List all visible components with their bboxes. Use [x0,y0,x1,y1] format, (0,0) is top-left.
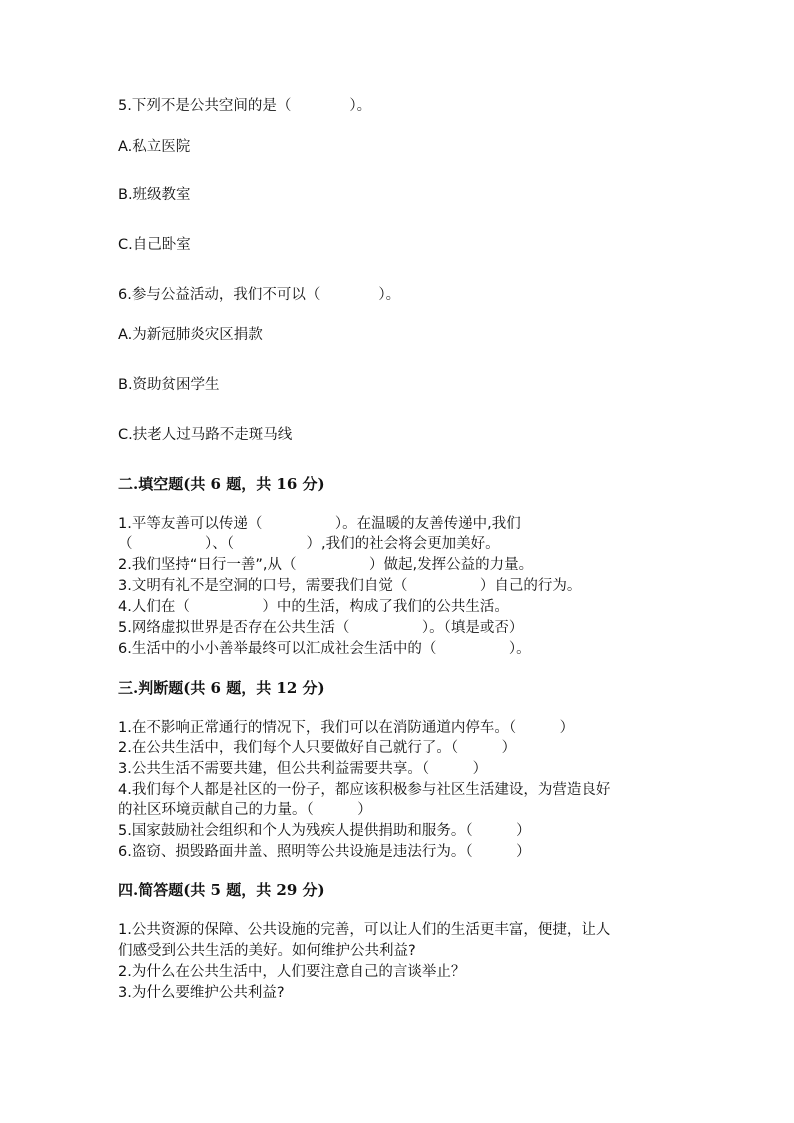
judge-question-2: 2.在公共生活中，我们每个人只要做好自己就行了。（ ） [118,740,517,756]
question-6-option-b: B.资助贫困学生 [118,377,220,393]
question-5-stem: 5.下列不是公共空间的是（ ）。 [118,98,372,114]
question-5-option-c: C.自己卧室 [118,237,191,253]
fill-question-1-line-1: 1.平等友善可以传递（ ）。在温暖的友善传递中,我们 [118,516,521,532]
short-question-2: 2.为什么在公共生活中，人们要注意自己的言谈举止？ [118,964,466,980]
judge-question-4-line-1: 4.我们每个人都是社区的一份子，都应该积极参与社区生活建设，为营造良好 [118,782,611,798]
judge-question-3: 3.公共生活不需要共建，但公共利益需要共享。（ ） [118,761,488,777]
question-5-option-a: A.私立医院 [118,139,191,155]
fill-blank-heading: 二.填空题(共 6 题，共 16 分) [118,475,325,493]
fill-question-5: 5.网络虚拟世界是否存在公共生活（ ）。（填是或否） [118,620,524,636]
judge-question-1: 1.在不影响正常通行的情况下，我们可以在消防通道内停车。（ ） [118,720,575,736]
fill-question-4: 4.人们在（ ）中的生活，构成了我们的公共生活。 [118,599,509,615]
judge-question-6: 6.盗窃、损毁路面井盖、照明等公共设施是违法行为。（ ） [118,844,531,860]
short-answer-heading: 四.简答题(共 5 题，共 29 分) [118,881,325,899]
fill-question-1-line-2: （ ）、（ ）,我们的社会将会更加美好。 [118,536,500,552]
judge-question-5: 5.国家鼓励社会组织和个人为残疾人提供捐助和服务。（ ） [118,823,531,839]
true-false-heading: 三.判断题(共 6 题，共 12 分) [118,679,325,697]
short-question-1-line-1: 1.公共资源的保障、公共设施的完善，可以让人们的生活更丰富，便捷，让人 [118,922,611,938]
fill-question-6: 6.生活中的小小善举最终可以汇成社会生活中的（ ）。 [118,641,531,657]
fill-question-3: 3.文明有礼不是空洞的口号，需要我们自觉（ ）自己的行为。 [118,578,582,594]
question-6-stem: 6.参与公益活动，我们不可以（ ）。 [118,287,401,303]
short-question-1-line-2: 们感受到公共生活的美好。如何维护公共利益? [118,943,416,959]
short-question-3: 3.为什么要维护公共利益? [118,985,285,1001]
question-5-option-b: B.班级教室 [118,187,191,203]
question-6-option-a: A.为新冠肺炎灾区捐款 [118,327,263,343]
question-6-option-c: C.扶老人过马路不走斑马线 [118,427,293,443]
judge-question-4-line-2: 的社区环境贡献自己的力量。（ ） [118,802,372,818]
fill-question-2: 2.我们坚持“日行一善”,从（ ）做起,发挥公益的力量。 [118,557,534,573]
